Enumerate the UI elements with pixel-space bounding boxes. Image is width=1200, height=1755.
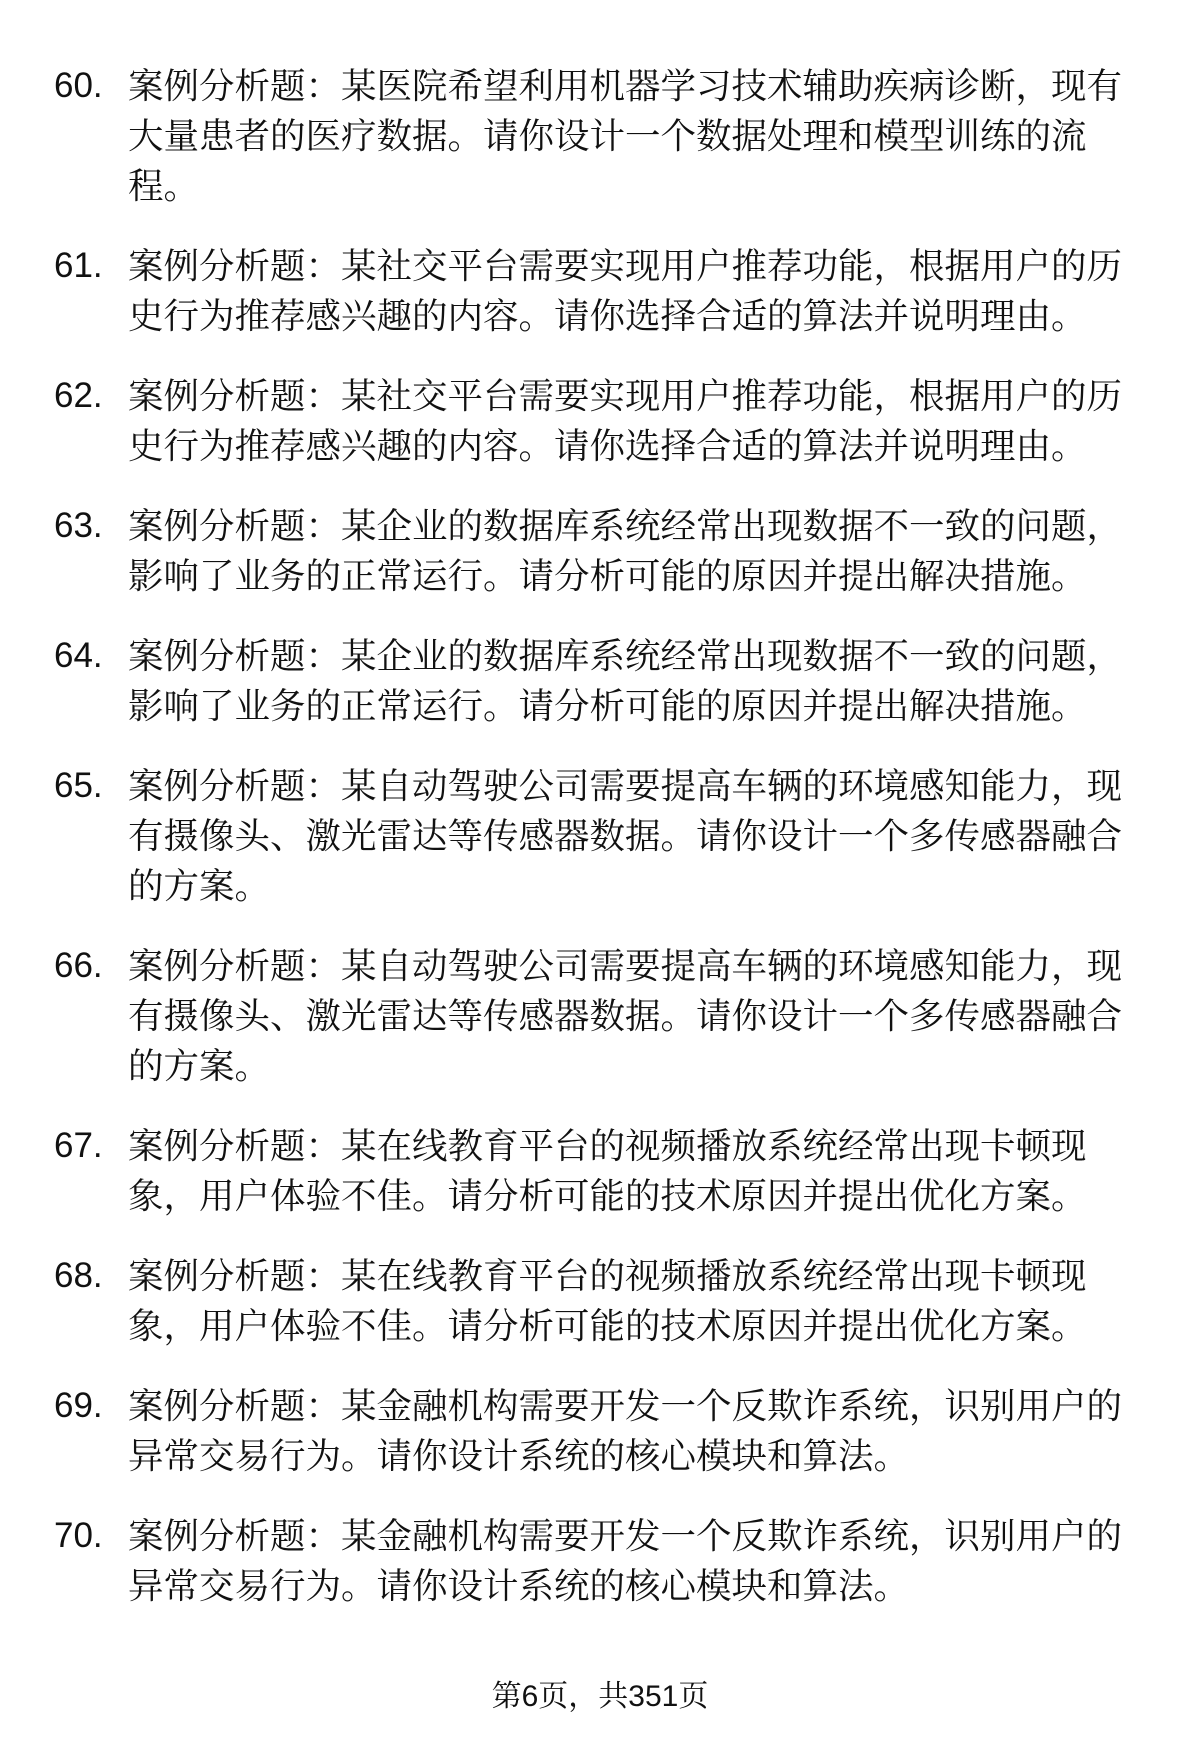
- question-text: 案例分析题：某医院希望利用机器学习技术辅助疾病诊断，现有大量患者的医疗数据。请你设计一个数据处理和模型训练的流程。: [128, 66, 1123, 206]
- question-number: 70.: [54, 1516, 103, 1555]
- question-item: [0, 1381, 1200, 1481]
- question-number: 66.: [54, 946, 103, 985]
- question-item: [0, 1511, 1200, 1611]
- question-item: [0, 371, 1200, 471]
- question-number: 67.: [54, 1126, 103, 1165]
- question-text: 案例分析题：某自动驾驶公司需要提高车辆的环境感知能力，现有摄像头、激光雷达等传感器数据。请你设计一个多传感器融合的方案。: [128, 766, 1123, 906]
- question-item: [0, 631, 1200, 731]
- question-item: [0, 1121, 1200, 1221]
- question-item: [0, 761, 1200, 911]
- question-text: 案例分析题：某企业的数据库系统经常出现数据不一致的问题，影响了业务的正常运行。请分析可能的原因并提出解决措施。: [128, 506, 1123, 596]
- question-item: [0, 941, 1200, 1091]
- page-footer: 第6页，共351页: [491, 1680, 709, 1713]
- question-list: [0, 61, 1200, 1641]
- question-text: 案例分析题：某企业的数据库系统经常出现数据不一致的问题，影响了业务的正常运行。请分析可能的原因并提出解决措施。: [128, 636, 1123, 726]
- question-number: 69.: [54, 1386, 103, 1425]
- question-number: 65.: [54, 766, 103, 805]
- question-text: 案例分析题：某自动驾驶公司需要提高车辆的环境感知能力，现有摄像头、激光雷达等传感器数据。请你设计一个多传感器融合的方案。: [128, 946, 1123, 1086]
- question-number: 63.: [54, 506, 103, 545]
- question-number: 62.: [54, 376, 103, 415]
- question-number: 68.: [54, 1256, 103, 1295]
- question-item: [0, 61, 1200, 211]
- question-text: 案例分析题：某社交平台需要实现用户推荐功能，根据用户的历史行为推荐感兴趣的内容。请你选择合适的算法并说明理由。: [128, 376, 1123, 466]
- question-text: 案例分析题：某社交平台需要实现用户推荐功能，根据用户的历史行为推荐感兴趣的内容。请你选择合适的算法并说明理由。: [128, 246, 1123, 336]
- question-number: 60.: [54, 66, 103, 105]
- question-text: 案例分析题：某在线教育平台的视频播放系统经常出现卡顿现象，用户体验不佳。请分析可能的技术原因并提出优化方案。: [128, 1126, 1087, 1216]
- question-text: 案例分析题：某金融机构需要开发一个反欺诈系统，识别用户的异常交易行为。请你设计系统的核心模块和算法。: [128, 1386, 1123, 1476]
- question-number: 61.: [54, 246, 103, 285]
- question-number: 64.: [54, 636, 103, 675]
- question-text: 案例分析题：某金融机构需要开发一个反欺诈系统，识别用户的异常交易行为。请你设计系统的核心模块和算法。: [128, 1516, 1123, 1606]
- question-item: [0, 241, 1200, 341]
- question-item: [0, 501, 1200, 601]
- question-item: [0, 1251, 1200, 1351]
- question-text: 案例分析题：某在线教育平台的视频播放系统经常出现卡顿现象，用户体验不佳。请分析可能的技术原因并提出优化方案。: [128, 1256, 1087, 1346]
